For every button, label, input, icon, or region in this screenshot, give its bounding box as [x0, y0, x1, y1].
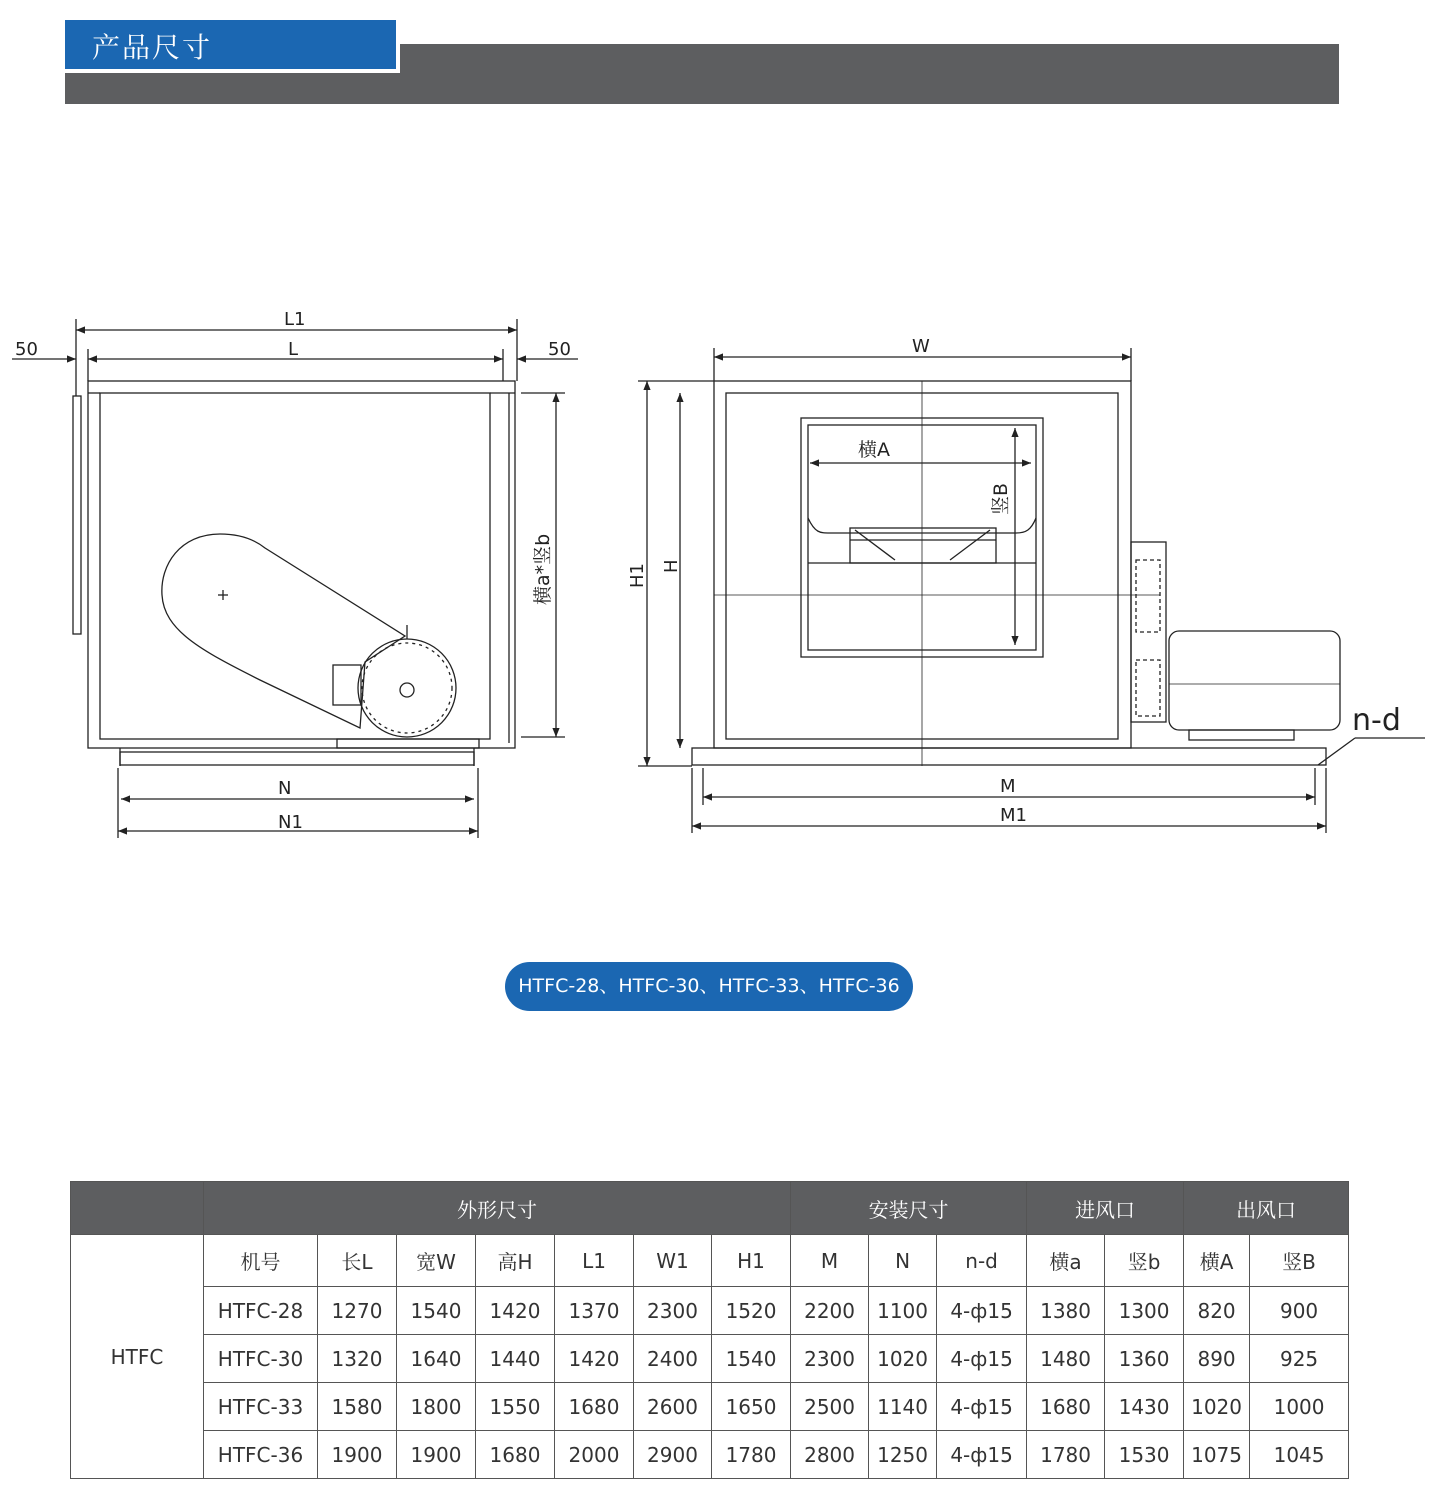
table-cell: 1680 [555, 1383, 634, 1431]
table-cell: 2000 [555, 1431, 634, 1479]
table-cell: 1520 [712, 1287, 791, 1335]
column-header: H1 [712, 1235, 791, 1287]
table-cell: 2600 [634, 1383, 712, 1431]
label-holes: n-d [1352, 703, 1401, 738]
group-header: 进风口 [1027, 1182, 1184, 1235]
column-header: L1 [555, 1235, 634, 1287]
table-cell: 1800 [397, 1383, 476, 1431]
table-cell: 4-ф15 [937, 1287, 1027, 1335]
table-cell: 1020 [869, 1335, 937, 1383]
table-cell: 1100 [869, 1287, 937, 1335]
table-cell: 1370 [555, 1287, 634, 1335]
table-cell: 2300 [791, 1335, 869, 1383]
table-cell: HTFC-36 [204, 1431, 318, 1479]
label-left-offset: 50 [15, 339, 38, 360]
table-row [71, 1431, 1349, 1479]
column-header: 宽W [397, 1235, 476, 1287]
column-header: 横a [1027, 1235, 1105, 1287]
label-L1: L1 [284, 309, 306, 330]
table-cell: 1640 [397, 1335, 476, 1383]
table-cell: 2300 [634, 1287, 712, 1335]
table-cell: 1140 [869, 1383, 937, 1431]
table-cell: 2500 [791, 1383, 869, 1431]
label-N1: N1 [278, 812, 303, 833]
table-cell: HTFC-30 [204, 1335, 318, 1383]
label-M1: M1 [1000, 805, 1027, 826]
table-cell: 2400 [634, 1335, 712, 1383]
table-cell: 1420 [476, 1287, 555, 1335]
column-header: 竖B [1250, 1235, 1349, 1287]
table-cell: 1000 [1250, 1383, 1349, 1431]
table-cell: 2900 [634, 1431, 712, 1479]
table-cell: HTFC-28 [204, 1287, 318, 1335]
label-outlet-height: 竖B [990, 482, 1012, 515]
spec-table [70, 1181, 1349, 1479]
series-cell: HTFC [71, 1235, 204, 1479]
front-view [638, 348, 1425, 833]
models-label: HTFC-28、HTFC-30、HTFC-33、HTFC-36 [505, 962, 913, 1011]
table-cell: 1480 [1027, 1335, 1105, 1383]
table-cell: 1075 [1184, 1431, 1250, 1479]
group-header: 安装尺寸 [791, 1182, 1027, 1235]
table-cell: 820 [1184, 1287, 1250, 1335]
table-cell: 1430 [1105, 1383, 1184, 1431]
table-cell: 1380 [1027, 1287, 1105, 1335]
table-cell: 1360 [1105, 1335, 1184, 1383]
label-inlet: 横a*竖b [532, 533, 554, 605]
side-view [12, 319, 578, 838]
label-right-offset: 50 [548, 339, 571, 360]
label-W: W [912, 336, 930, 357]
table-cell: 1550 [476, 1383, 555, 1431]
label-H: H [661, 559, 682, 573]
column-header: 机号 [204, 1235, 318, 1287]
column-header: 横A [1184, 1235, 1250, 1287]
table-cell: 1680 [1027, 1383, 1105, 1431]
table-cell: 1540 [712, 1335, 791, 1383]
table-cell: 1420 [555, 1335, 634, 1383]
table-row [71, 1287, 1349, 1335]
table-cell: 1780 [712, 1431, 791, 1479]
column-header: 高H [476, 1235, 555, 1287]
table-cell: 900 [1250, 1287, 1349, 1335]
table-cell: 2200 [791, 1287, 869, 1335]
table-cell: 925 [1250, 1335, 1349, 1383]
table-cell: 1780 [1027, 1431, 1105, 1479]
column-header: M [791, 1235, 869, 1287]
column-header: 长L [318, 1235, 397, 1287]
table-cell: 1320 [318, 1335, 397, 1383]
column-header: 竖b [1105, 1235, 1184, 1287]
dimension-drawing [0, 300, 1440, 860]
table-cell: 1440 [476, 1335, 555, 1383]
label-M: M [1000, 776, 1016, 797]
table-cell: 890 [1184, 1335, 1250, 1383]
corner-cell [71, 1182, 204, 1235]
column-header: n-d [937, 1235, 1027, 1287]
table-cell: 1300 [1105, 1287, 1184, 1335]
table-cell: 1045 [1250, 1431, 1349, 1479]
table-row [71, 1383, 1349, 1431]
table-cell: 1680 [476, 1431, 555, 1479]
table-cell: 1900 [397, 1431, 476, 1479]
table-cell: 1270 [318, 1287, 397, 1335]
table-cell: 1650 [712, 1383, 791, 1431]
table-cell: 1580 [318, 1383, 397, 1431]
table-cell: HTFC-33 [204, 1383, 318, 1431]
group-header: 出风口 [1184, 1182, 1349, 1235]
label-outlet-width: 横A [858, 439, 890, 461]
page-title: 产品尺寸 [92, 31, 213, 64]
group-header: 外形尺寸 [204, 1182, 791, 1235]
label-L: L [288, 339, 299, 360]
table-cell: 4-ф15 [937, 1431, 1027, 1479]
table-cell: 2800 [791, 1431, 869, 1479]
table-cell: 1900 [318, 1431, 397, 1479]
table-cell: 4-ф15 [937, 1383, 1027, 1431]
column-header: W1 [634, 1235, 712, 1287]
table-cell: 4-ф15 [937, 1335, 1027, 1383]
table-cell: 1020 [1184, 1383, 1250, 1431]
table-row [71, 1335, 1349, 1383]
label-N: N [278, 778, 292, 799]
table-cell: 1540 [397, 1287, 476, 1335]
column-header: N [869, 1235, 937, 1287]
table-cell: 1530 [1105, 1431, 1184, 1479]
table-cell: 1250 [869, 1431, 937, 1479]
label-H1: H1 [627, 563, 648, 588]
